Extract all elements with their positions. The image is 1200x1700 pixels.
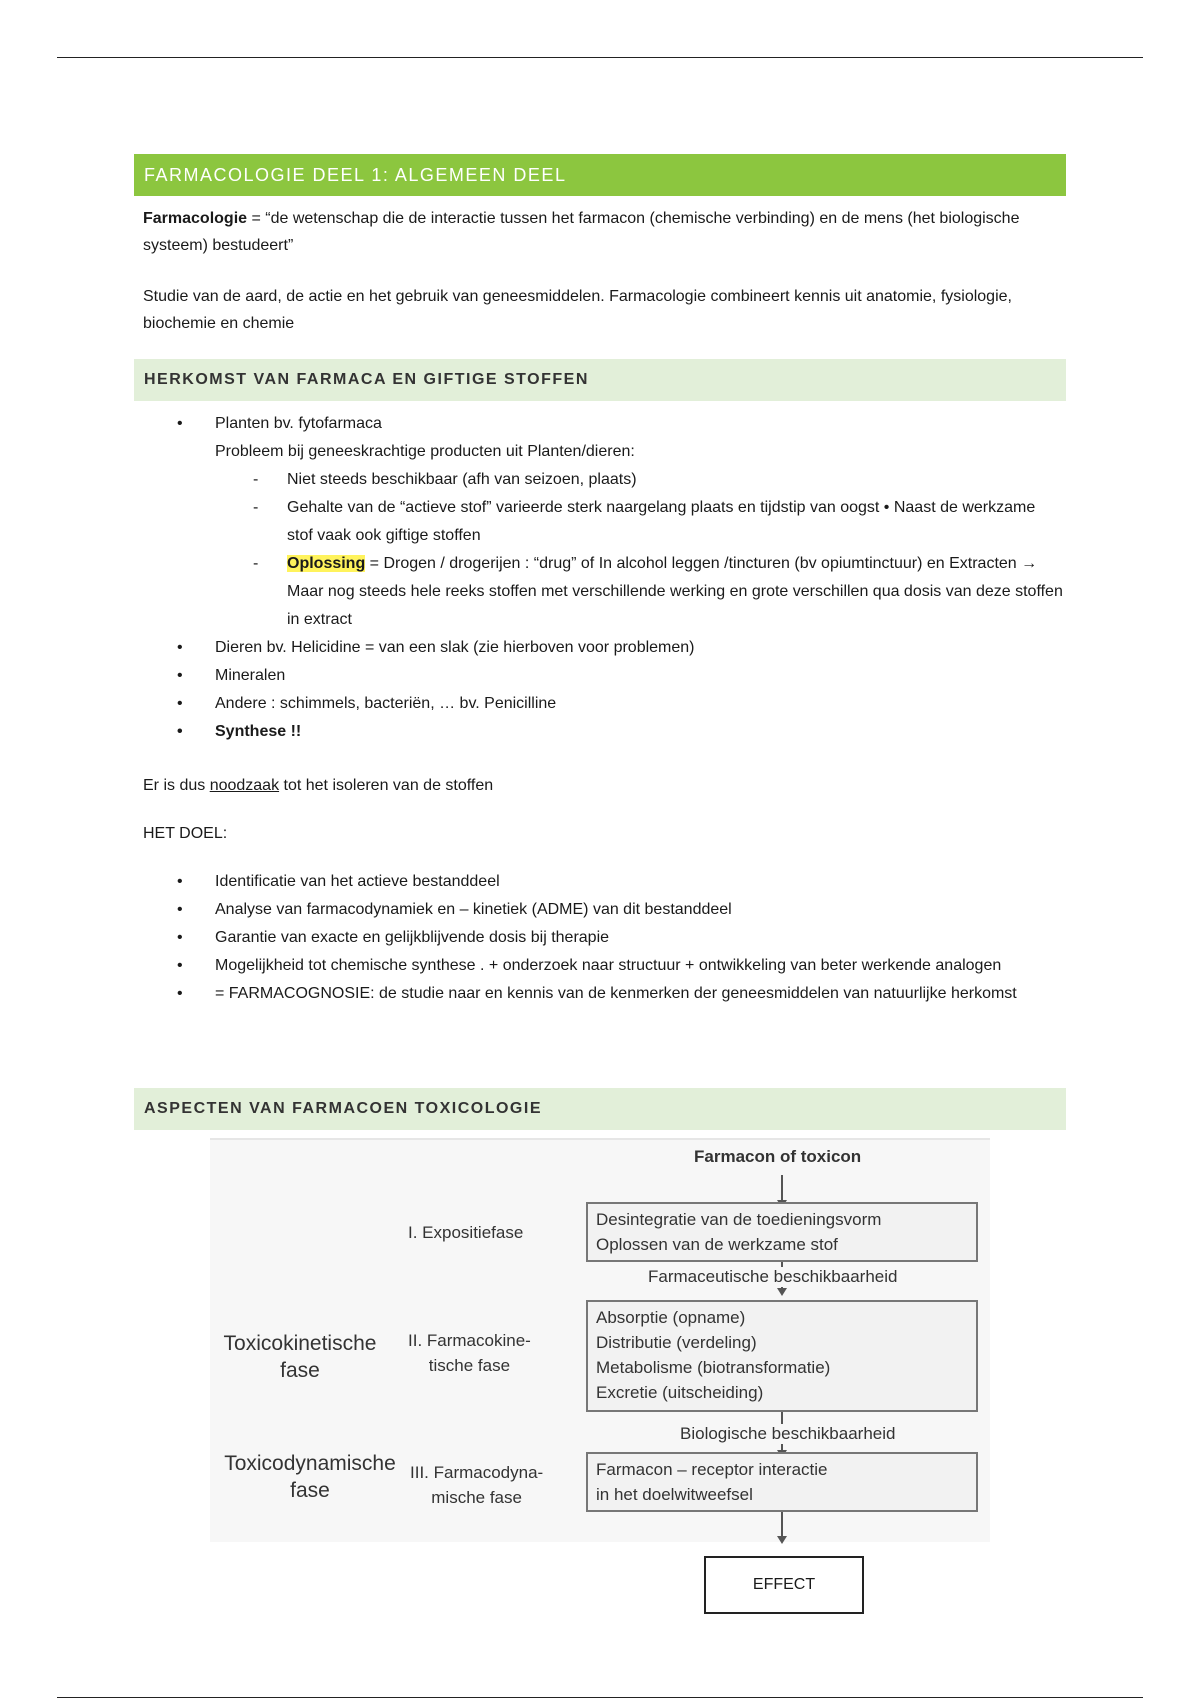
plants-sub-list: [143, 466, 1063, 634]
goal-list: [143, 868, 1063, 1008]
box1-line1: Desintegratie van de toedieningsvorm: [596, 1210, 882, 1229]
arrow-head-2: [777, 1288, 787, 1296]
plants-line2: Probleem bij geneeskrachtige producten uit Planten/dieren:: [215, 443, 635, 460]
goal-item: • Garantie van exacte en gelijkblijvende dosis bij therapie: [143, 924, 1063, 952]
kinetic-line2: fase: [280, 1359, 320, 1382]
phase3-line2: mische fase: [431, 1488, 522, 1507]
sub-item-content: - Gehalte van de “actieve stof” varieerde sterk naargelang plaats en tijdstip van oogst • Naast de werkzame stof vaak ook giftige stoffen: [215, 494, 1063, 550]
section-heading-origin: HERKOMST VAN FARMACA EN GIFTIGE STOFFEN: [134, 359, 1066, 401]
box-exposition: [586, 1202, 978, 1262]
pharmacology-phases-diagram: [210, 1138, 990, 1618]
box-pharmacokinetics: [586, 1300, 978, 1412]
solution-highlight: Oplossing: [287, 555, 366, 572]
sub-item-availability: - Niet steeds beschikbaar (afh van seizoen, plaats): [215, 466, 1063, 494]
kinetic-phase-label: [210, 1330, 390, 1384]
effect-box: EFFECT: [704, 1556, 864, 1614]
phase2-line1: II. Farmacokine-: [408, 1331, 531, 1350]
solution-text: = Drogen / drogerijen : “drug” of In alcohol leggen /tincturen (bv opiumtinctuur) en Extracten → Maar nog steeds hele reeks stoffen met verschillende werking en grote verschillen qua dosis van deze stoffen in extract: [287, 555, 1063, 628]
phase1-label: I. Expositiefase: [408, 1223, 524, 1242]
bio-availability: Biologische beschikbaarheid: [680, 1424, 896, 1443]
phase2-line2: tische fase: [428, 1356, 511, 1375]
dynamic-line2: fase: [290, 1479, 330, 1502]
arrow-head-4: [777, 1536, 787, 1544]
phase2-label: [408, 1328, 531, 1378]
box2-line3: Metabolisme (biotransformatie): [596, 1358, 831, 1377]
kinetic-line1: Toxicokinetische: [223, 1332, 377, 1355]
arrow-line-1: [781, 1175, 783, 1203]
phase3-label: [410, 1460, 543, 1510]
list-item-other: • Andere : schimmels, bacteriën, … bv. Penicilline: [143, 690, 1063, 718]
sub-item-solution: [215, 550, 1063, 634]
necessity-before: Er is dus: [143, 777, 210, 794]
dynamic-line1: Toxicodynamische: [224, 1452, 396, 1475]
box2-line1: Absorptie (opname): [596, 1308, 746, 1327]
definition-paragraph: [143, 205, 1063, 259]
study-paragraph: Studie van de aard, de actie en het gebruik van geneesmiddelen. Farmacologie combineert kennis uit anatomie, fysiologie, biochemie en chemie: [143, 288, 1012, 332]
goal-item: • Identificatie van het actieve bestanddeel: [143, 868, 1063, 896]
goal-item: • = FARMACOGNOSIE: de studie naar en kennis van de kenmerken der geneesmiddelen van natuurlijke herkomst: [143, 980, 1063, 1008]
plants-line1: • Planten bv. fytofarmaca: [215, 415, 382, 432]
box1-line2: Oplossen van de werkzame stof: [596, 1235, 838, 1254]
pharma-availability: Farmaceutische beschikbaarheid: [648, 1267, 898, 1286]
goal-item: • Mogelijkheid tot chemische synthese . + onderzoek naar structuur + ontwikkeling van beter werkende analogen: [143, 952, 1063, 980]
top-rule: [57, 57, 1143, 58]
dynamic-phase-label: [210, 1450, 410, 1504]
list-item-minerals: • Mineralen: [143, 662, 1063, 690]
box2-line2: Distributie (verdeling): [596, 1333, 757, 1352]
arrow-line-4: [781, 1512, 783, 1538]
bottom-rule: [57, 1697, 1143, 1698]
list-item-animals: • Dieren bv. Helicidine = van een slak (zie hierboven voor problemen): [143, 634, 1063, 662]
goal-item: • Analyse van farmacodynamiek en – kinetiek (ADME) van dit bestanddeel: [143, 896, 1063, 924]
list-item-synthesis: • Synthese !!: [143, 718, 1063, 746]
main-heading: FARMACOLOGIE DEEL 1: ALGEMEEN DEEL: [134, 154, 1066, 196]
box-pharmacodynamics: [586, 1452, 978, 1512]
section-heading-aspects: ASPECTEN VAN FARMACOEN TOXICOLOGIE: [134, 1088, 1066, 1130]
box3-line1: Farmacon – receptor interactie: [596, 1460, 828, 1479]
box2-line4: Excretie (uitscheiding): [596, 1383, 764, 1402]
goal-label: HET DOEL:: [143, 825, 228, 842]
necessity-after: tot het isoleren van de stoffen: [279, 777, 494, 794]
necessity-underlined: noodzaak: [209, 777, 280, 794]
list-item-plants: [143, 410, 1063, 634]
definition-text: = “de wetenschap die de interactie tussen het farmacon (chemische verbinding) en de mens (het biologische systeem) bestudeert”: [143, 210, 1020, 254]
definition-term: Farmacologie: [143, 210, 248, 227]
diagram-top-label: Farmacon of toxicon: [694, 1147, 862, 1166]
origin-list: [143, 410, 1063, 746]
phase3-line1: III. Farmacodyna-: [410, 1463, 544, 1482]
box3-line2: in het doelwitweefsel: [596, 1485, 753, 1504]
necessity-paragraph: [143, 772, 1063, 799]
